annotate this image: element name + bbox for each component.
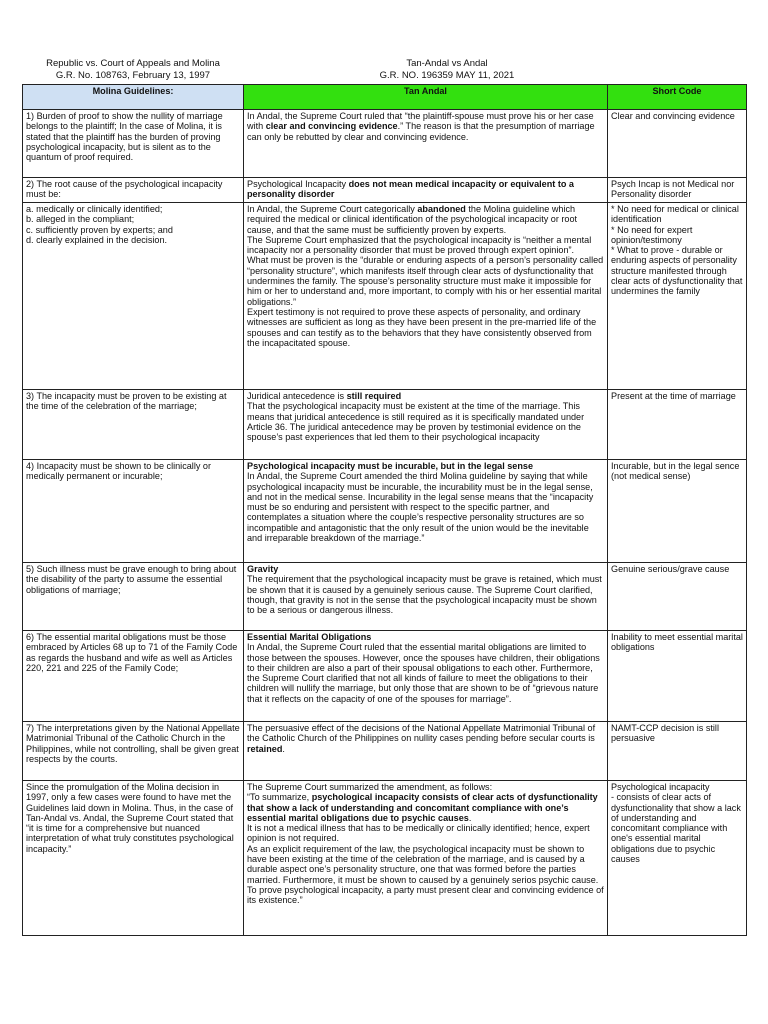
tan-andal-cell: Psychological incapacity must be incurable, but in the legal sense In Andal, the Supreme Court amended the third Molina guideline by saying that while psychological incapacity must be incurable, the incurability must be in the legal sense, and not in the medical sense. Incurability in the legal sense means that the “incapacity must be so enduring and persistent with respect to the specific partner, and contemplates a situation where the couple’s respective personality structures are so incompatible and antagonistic that the only result of the union would be the inevitable and irreparable breakdown of the marriage.” <box>244 460 608 563</box>
tan-andal-case-gr: G.R. NO. 196359 MAY 11, 2021 <box>379 70 515 81</box>
short-code-cell: Inability to meet essential marital obligations <box>608 631 747 722</box>
molina-case-gr: G.R. No. 108763, February 13, 1997 <box>55 70 211 81</box>
page-header <box>22 58 746 84</box>
column-header-short-code: Short Code <box>608 85 747 110</box>
short-code-cell: NAMT-CCP decision is still persuasive <box>608 722 747 781</box>
table-row <box>23 460 747 563</box>
tan-andal-cell: Psychological Incapacity does not mean medical incapacity or equivalent to a personality disorder <box>244 178 608 203</box>
comparison-table <box>22 84 747 936</box>
molina-cell: Since the promulgation of the Molina decision in 1997, only a few cases were found to have met the Guidelines laid down in Molina. Thus, in the case of Tan-Andal vs. Andal, the Supreme Court stated that “it is time for a comprehensive but nuanced interpretation of what truly constitutes psychological incapacity.” <box>23 781 244 936</box>
tan-andal-cell: The Supreme Court summarized the amendment, as follows: “To summarize, psychological incapacity consists of clear acts of dysfunctionality that show a lack of understanding and concomitant compliance with one’s essential marital obligations due to psychic causes. It is not a medical illness that has to be medically or clinically identified; hence, expert opinion is not required. As an explicit requirement of the law, the psychological incapacity must be shown to have been existing at the time of the celebration of the marriage, and is caused by a durable aspect one’s personality structure, one that was formed before the parties married. Furthermore, it must be shown to caused by a genuinely serios psychic cause. To prove psychological incapacity, a party must present clear and convincing evidence of its existence.” <box>244 781 608 936</box>
tan-andal-cell: Essential Marital Obligations In Andal, the Supreme Court ruled that the essential marital obligations are limited to those between the spouses. However, once the spouses have children, their obligations to their children are also a part of their spousal obligations to each other. Furthermore, the Supreme Court clarified that not all kinds of failure to meet the obligations to their children will nullify the marriage, but only those that are shown to be of “grievous nature that it reflects on the capacity of one of the spouses for marriage”. <box>244 631 608 722</box>
molina-cell: a. medically or clinically identified; b. alleged in the compliant; c. sufficiently proven by experts; and d. clearly explained in the decision. <box>23 203 244 390</box>
tan-andal-cell: In Andal, the Supreme Court ruled that “the plaintiff-spouse must prove his or her case with clear and convincing evidence.” The reason is that the presumption of marriage can only be rebutted by clear and convincing evidence. <box>244 110 608 178</box>
short-code-cell: Psychological incapacity - consists of clear acts of dysfunctionality that show a lack of understanding and concomitant compliance with one's essential marital obligations due to psychic causes <box>608 781 747 936</box>
tan-andal-case-title: Tan-Andal vs Andal <box>406 58 488 69</box>
table-row <box>23 110 747 178</box>
tan-andal-cell: Juridical antecedence is still required That the psychological incapacity must be existent at the time of the marriage. This means that juridical antecedence is still required as it is specifically mandated under Article 36. The juridical antecedence may be proven by testimonial evidence on the spouse’s past experiences that led them to their psychological incapacity <box>244 390 608 460</box>
short-code-cell: Present at the time of marriage <box>608 390 747 460</box>
molina-cell: 5) Such illness must be grave enough to bring about the disability of the party to assume the essential obligations of marriage; <box>23 563 244 631</box>
short-code-cell: Incurable, but in the legal sence (not medical sense) <box>608 460 747 563</box>
short-code-cell: Clear and convincing evidence <box>608 110 747 178</box>
molina-cell: 3) The incapacity must be proven to be existing at the time of the celebration of the marriage; <box>23 390 244 460</box>
molina-case-caption <box>22 58 244 82</box>
column-header-molina: Molina Guidelines: <box>23 85 244 110</box>
molina-cell: 7) The interpretations given by the National Appellate Matrimonial Tribunal of the Catholic Church in the Philippines, while not controlling, shall be given great respects by the courts. <box>23 722 244 781</box>
tan-andal-cell: Gravity The requirement that the psychological incapacity must be grave is retained, which must be shown that it is caused by a genuinely serious cause. The Supreme Court clarified, though, that gravity is not in the sense that the psychological incapacity must be shown to be a serious or dangerous illness. <box>244 563 608 631</box>
table-row <box>23 178 747 203</box>
table-header-row <box>23 85 747 110</box>
table-row <box>23 781 747 936</box>
molina-case-title: Republic vs. Court of Appeals and Molina <box>46 58 220 69</box>
short-code-cell: * No need for medical or clinical identification * No need for expert opinion/testimony * What to prove - durable or enduring aspects of personality structure manifested through clear acts of dysfunctionality that undermines the family <box>608 203 747 390</box>
molina-cell: 4) Incapacity must be shown to be clinically or medically permanent or incurable; <box>23 460 244 563</box>
table-row <box>23 563 747 631</box>
molina-cell: 2) The root cause of the psychological incapacity must be: <box>23 178 244 203</box>
molina-cell: 6) The essential marital obligations must be those embraced by Articles 68 up to 71 of the Family Code as regards the husband and wife as well as Articles 220, 221 and 225 of the Family Code; <box>23 631 244 722</box>
table-row <box>23 390 747 460</box>
table-row <box>23 722 747 781</box>
tan-andal-cell: In Andal, the Supreme Court categorically abandoned the Molina guideline which required the medical or clinical identification of the psychological incapacity or root cause, and that the same must be sufficiently proven by experts. The Supreme Court emphasized that the psychological incapacity is “neither a mental incapacity nor a personality disorder that must be proved through expert opinion”. What must be proven is the “durable or enduring aspects of a person’s personality called “personality structure”, which manifests itself through clear acts of dysfunctionality that undermines the family. The spouse’s personality structure must make it impossible for him or her to understand and, more important, to comply with his or her essential marital obligations.” Expert testimony is not required to prove these aspects of personality, and ordinary witnesses are sufficient as long as they have been present in the pre-married life of the spouses and can testify as to the behaviors that they have consistently observed from the incapacitated spouse. <box>244 203 608 390</box>
tan-andal-cell: The persuasive effect of the decisions of the National Appellate Matrimonial Tribunal of the Catholic Church of the Philippines on nullity cases pending before secular courts is retained. <box>244 722 608 781</box>
molina-cell: 1) Burden of proof to show the nullity of marriage belongs to the plaintiff; In the case of Molina, it is stated that the plaintiff has the burden of proving psychological incapacity, but is silent as to the quantum of proof required. <box>23 110 244 178</box>
column-header-tan-andal: Tan Andal <box>244 85 608 110</box>
table-row <box>23 203 747 390</box>
tan-andal-case-caption <box>322 58 572 82</box>
table-row <box>23 631 747 722</box>
short-code-cell: Genuine serious/grave cause <box>608 563 747 631</box>
short-code-cell: Psych Incap is not Medical nor Personality disorder <box>608 178 747 203</box>
